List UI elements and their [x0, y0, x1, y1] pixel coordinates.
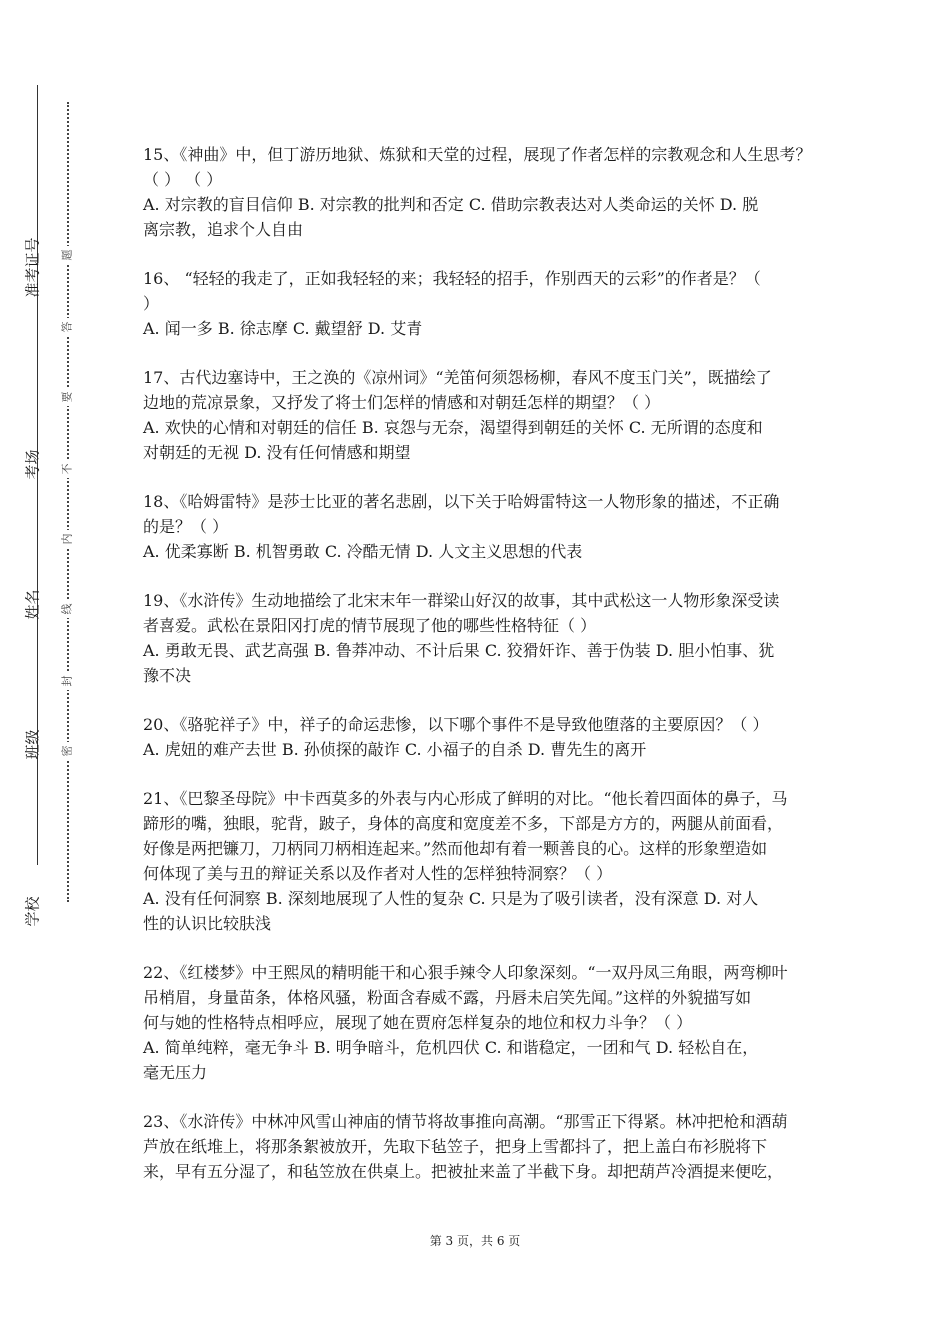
- question-19: [143, 588, 813, 688]
- options-line: A. 对宗教的盲目信仰 B. 对宗教的批判和否定 C. 借助宗教表达对人类命运的关怀 D. 脱: [143, 195, 759, 214]
- question-text-line: 好像是两把镰刀，刀柄同刀柄相连起来。”然而他却有着一颗善良的心。这样的形象塑造如: [143, 839, 768, 858]
- question-text-line: 23、《水浒传》中林冲风雪山神庙的情节将故事推向高潮。“那雪正下得紧。林冲把枪和酒葫: [143, 1112, 788, 1131]
- question-text-line: 18、《哈姆雷特》是莎士比亚的著名悲剧，以下关于哈姆雷特这一人物形象的描述，不正确: [143, 492, 780, 511]
- question-text-line: 蹄形的嘴，独眼，驼背，跛子，身体的高度和宽度差不多，下部是方方的，两腿从前面看，: [143, 814, 784, 833]
- question-text-line: 的是？（ ）: [143, 517, 229, 536]
- seal-char-ti: 题: [58, 246, 76, 264]
- answer-brackets: ）: [143, 294, 160, 313]
- question-20: [143, 712, 813, 762]
- question-text-line: 何与她的性格特点相呼应，展现了她在贾府怎样复杂的地位和权力斗争？（ ）: [143, 1013, 693, 1032]
- options-line: A. 没有任何洞察 B. 深刻地展现了人性的复杂 C. 只是为了吸引读者，没有深意 D. 对人: [143, 889, 759, 908]
- options-line: A. 勇敢无畏、武艺高强 B. 鲁莽冲动、不计后果 C. 狡猾奸诈、善于伪装 D. 胆小怕事、犹: [143, 641, 775, 660]
- options-line: A. 优柔寡断 B. 机智勇敢 C. 冷酷无情 D. 人文主义思想的代表: [143, 542, 583, 561]
- question-text-line: 22、《红楼梦》中王熙凤的精明能干和心狠手辣令人印象深刻。“一双丹凤三角眼，两弯柳叶: [143, 963, 788, 982]
- options-line: 对朝廷的无视 D. 没有任何情感和期望: [143, 443, 411, 462]
- seal-char-da: 答: [58, 318, 76, 336]
- options-line: A. 虎妞的难产去世 B. 孙侦探的敲诈 C. 小福子的自杀 D. 曹先生的离开: [143, 740, 647, 759]
- answer-brackets: （ ） （ ）: [143, 170, 223, 189]
- question-text-line: 17、古代边塞诗中，王之涣的《凉州词》“羌笛何须怨杨柳，春风不度玉门关”，既描绘了: [143, 368, 772, 387]
- question-text-line: 边地的荒凉景象，又抒发了将士们怎样的情感和对朝廷怎样的期望？（ ）: [143, 393, 661, 412]
- seal-dotted-line: [67, 102, 69, 902]
- seal-char-xian: 线: [58, 600, 76, 618]
- options-line: 性的认识比较肤浅: [143, 914, 272, 933]
- options-line: 豫不决: [143, 666, 192, 685]
- question-text-line: 19、《水浒传》生动地描绘了北宋末年一群梁山好汉的故事，其中武松这一人物形象深受读: [143, 591, 780, 610]
- options-line: 离宗教，追求个人自由: [143, 220, 304, 239]
- question-16: [143, 266, 813, 341]
- question-22: [143, 960, 813, 1085]
- options-line: A. 欢快的心情和对朝廷的信任 B. 哀怨与无奈，渴望得到朝廷的关怀 C. 无所谓的态度和: [143, 418, 763, 437]
- page-number-footer: 第 3 页，共 6 页: [429, 1234, 521, 1248]
- field-name: 姓名: [23, 589, 42, 620]
- seal-char-bu: 不: [58, 460, 76, 478]
- question-text-line: 15、《神曲》中，但丁游历地狱、炼狱和天堂的过程，展现了作者怎样的宗教观念和人生思考？: [143, 145, 812, 164]
- seal-char-yao: 要: [58, 388, 76, 406]
- question-text-line: 21、《巴黎圣母院》中卡西莫多的外表与内心形成了鲜明的对比。“他长着四面体的鼻子，马: [143, 789, 788, 808]
- question-text-line: 吊梢眉，身量苗条，体格风骚，粉面含春威不露，丹唇未启笑先闻。”这样的外貌描写如: [143, 988, 752, 1007]
- options-line: A. 简单纯粹，毫无争斗 B. 明争暗斗，危机四伏 C. 和谐稳定，一团和气 D. 轻松自在，: [143, 1038, 759, 1057]
- question-18: [143, 489, 813, 564]
- field-exam-room: 考场: [23, 449, 42, 480]
- question-text-line: 来，早有五分湿了，和毡笠放在供桌上。把被扯来盖了半截下身。却把葫芦冷酒提来便吃，: [143, 1162, 784, 1181]
- field-class: 班级: [23, 729, 42, 760]
- question-17: [143, 365, 813, 465]
- seal-char-nei: 内: [58, 530, 76, 548]
- question-text-line: 芦放在纸堆上，将那条絮被放开，先取下毡笠子，把身上雪都抖了，把上盖白布衫脱将下: [143, 1137, 768, 1156]
- question-text-line: 16、 “轻轻的我走了，正如我轻轻的来；我轻轻的招手，作别西天的云彩”的作者是？（: [143, 269, 761, 288]
- field-school: 学校: [23, 896, 42, 927]
- field-exam-number: 准考证号: [23, 237, 42, 298]
- question-text-line: 者喜爱。武松在景阳冈打虎的情节展现了他的哪些性格特征（ ）: [143, 616, 597, 635]
- seal-char-feng: 封: [58, 672, 76, 690]
- question-21: [143, 786, 813, 936]
- seal-char-mi: 密: [58, 742, 76, 760]
- options-line: 毫无压力: [143, 1063, 208, 1082]
- options-line: A. 闻一多 B. 徐志摩 C. 戴望舒 D. 艾青: [143, 319, 423, 338]
- question-list: [143, 142, 813, 1208]
- question-text-line: 何体现了美与丑的辩证关系以及作者对人性的怎样独特洞察？（ ）: [143, 864, 613, 883]
- question-15: [143, 142, 813, 242]
- question-text-line: 20、《骆驼祥子》中，祥子的命运悲惨，以下哪个事件不是导致他堕落的主要原因？（ ）: [143, 715, 769, 734]
- question-23: [143, 1109, 813, 1184]
